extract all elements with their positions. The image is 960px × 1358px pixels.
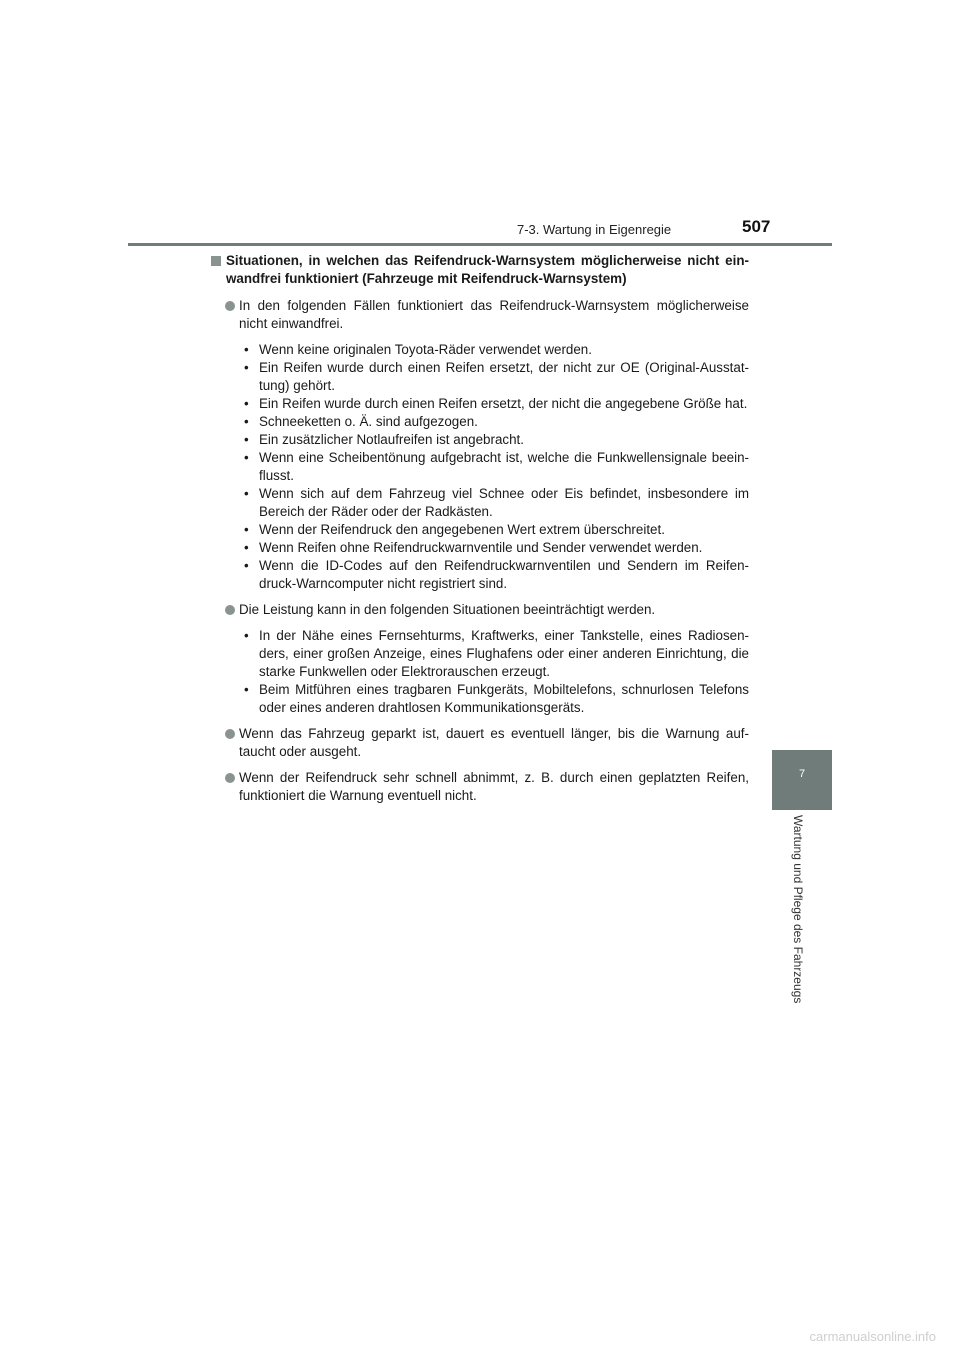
bullet-dot-icon (225, 773, 235, 783)
list-item: • Wenn keine originalen Toyota-Räder verwendet werden. (239, 341, 749, 359)
list-item: • Ein Reifen wurde durch einen Reifen ersetzt, der nicht die angegebene Größe hat. (239, 395, 749, 413)
list-item: • Ein Reifen wurde durch einen Reifen ersetzt, der nicht zur OE (Original-Ausstat- tung) gehört. (239, 359, 749, 395)
header-rule (128, 243, 832, 246)
point-1 (211, 297, 749, 333)
point-text: In den folgenden Fällen funktioniert das Reifendruck-Warnsystem möglicherweise nicht einwandfrei. (239, 298, 749, 331)
bullet-dot-icon (225, 605, 235, 615)
list-item: • Beim Mitführen eines tragbaren Funkgeräts, Mobiltelefons, schnurlosen Telefons oder eines anderen drahtlosen Kommunikationsgeräts. (239, 681, 749, 717)
content (211, 252, 749, 813)
bullet-dot-icon (225, 729, 235, 739)
point-3 (211, 725, 749, 761)
point-2-list (211, 627, 749, 717)
list-item: • Wenn die ID-Codes auf den Reifendruckwarnventilen und Sendern im Reifen- druck-Warncomputer nicht registriert sind. (239, 557, 749, 593)
list-item: • Wenn Reifen ohne Reifendruckwarnventile und Sender verwendet werden. (239, 539, 749, 557)
list-item: • Wenn sich auf dem Fahrzeug viel Schnee oder Eis befindet, insbesondere im Bereich der Räder oder der Radkästen. (239, 485, 749, 521)
header-section-title: 7-3. Wartung in Eigenregie (517, 222, 672, 237)
point-1-list (211, 341, 749, 593)
section-heading (211, 252, 749, 288)
list-item: • Schneeketten o. Ä. sind aufgezogen. (239, 413, 749, 431)
list-item: • In der Nähe eines Fernsehturms, Kraftwerks, einer Tankstelle, eines Radiosen- ders, einer großen Anzeige, eines Flughafens oder einer anderen Einrichtung, die starke Funkwellen oder Elektrorauschen erzeugt. (239, 627, 749, 681)
bullet-dot-icon (225, 301, 235, 311)
heading-square-icon (211, 256, 221, 266)
list-item: • Wenn der Reifendruck den angegebenen Wert extrem überschreitet. (239, 521, 749, 539)
list-item: • Wenn eine Scheibentönung aufgebracht ist, welche die Funkwellensignale beein- flusst. (239, 449, 749, 485)
point-text: Wenn das Fahrzeug geparkt ist, dauert es eventuell länger, bis die Warnung auf- taucht oder ausgeht. (239, 726, 749, 759)
chapter-tab (772, 750, 832, 810)
point-text: Wenn der Reifendruck sehr schnell abnimmt, z. B. durch einen geplatzten Reifen, funktioniert die Warnung eventuell nicht. (239, 770, 749, 803)
chapter-side-label: Wartung und Pflege des Fahrzeugs (791, 815, 805, 1004)
point-text: Die Leistung kann in den folgenden Situationen beeinträchtigt werden. (239, 602, 656, 617)
page-number: 507 (742, 217, 771, 236)
watermark: carmanualsonline.info (809, 1329, 936, 1344)
chapter-tab-number: 7 (798, 768, 806, 780)
point-4 (211, 769, 749, 805)
point-2 (211, 601, 749, 619)
list-item: • Ein zusätzlicher Notlaufreifen ist angebracht. (239, 431, 749, 449)
section-heading-text: Situationen, in welchen das Reifendruck-Warnsystem möglicherweise nicht ein- wandfrei funktioniert (Fahrzeuge mit Reifendruck-Warnsystem) (226, 253, 749, 286)
